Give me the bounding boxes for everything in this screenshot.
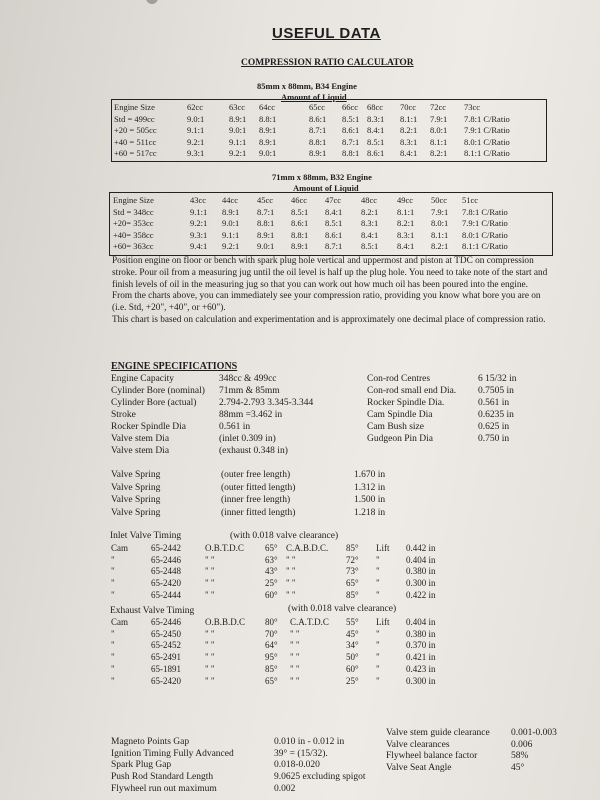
timing-cell: 65-2448	[151, 566, 181, 577]
timing-cell: 63°	[265, 554, 278, 565]
b32-cell: 9.0:1	[222, 218, 240, 229]
misc-value: 9.0625 excluding spigot	[274, 772, 366, 783]
b32-header-cell: 48cc	[361, 195, 378, 205]
timing-cell: 73°	[346, 566, 359, 577]
timing-cell: "	[376, 652, 380, 663]
spec-label: Valve stem Dia	[111, 446, 170, 456]
timing-cell: 85°	[346, 589, 359, 600]
spring-condition: (inner free length)	[221, 495, 291, 505]
timing-cell: " "	[286, 589, 296, 600]
timing-cell: " "	[286, 566, 296, 577]
misc-value: 0.006	[511, 739, 533, 750]
b34-header-cell: 65cc	[309, 102, 326, 112]
b32-header-cell: 43cc	[190, 195, 207, 205]
spring-length: 1.670 in	[354, 470, 386, 480]
timing-cell: " "	[290, 652, 300, 663]
timing-cell: 0.370 in	[406, 640, 436, 651]
inlet-timing-title: Inlet Valve Timing	[110, 531, 182, 541]
b32-cell: 8.8:1	[291, 229, 309, 240]
b32-cell: 8.7:1	[257, 206, 275, 217]
b32-cell: 9.4:1	[190, 241, 208, 252]
misc-label: Valve clearances	[386, 739, 450, 750]
timing-cell: 65-2446	[151, 617, 181, 627]
b34-cell: 8.6:1	[367, 148, 385, 159]
b34-cell: 8.5:1	[342, 113, 360, 124]
spec-label: Con-rod small end Dia.	[367, 386, 457, 396]
spec-label: Cam Spindle Dia	[367, 410, 433, 420]
timing-cell: 0.421 in	[406, 652, 436, 663]
spec-value: 0.561 in	[219, 422, 251, 432]
misc-label: Flywheel run out maximum	[111, 783, 217, 794]
b32-cell: 9.3:1	[190, 229, 208, 240]
b32-cell: 8.9:1	[222, 206, 240, 217]
b32-header-cell: 49cc	[397, 195, 414, 205]
timing-cell: " "	[205, 652, 215, 663]
timing-cell: 65°	[265, 543, 278, 553]
misc-value: 0.018-0.020	[274, 760, 320, 771]
timing-cell: 65-2420	[151, 675, 181, 686]
timing-cell: "	[111, 675, 115, 686]
b32-header-cell: 44cc	[222, 195, 239, 205]
spec-value: 0.6235 in	[478, 410, 514, 420]
timing-cell: "	[376, 578, 380, 589]
b34-cell: 8.1:1 C/Ratio	[464, 148, 510, 159]
b32-cell: 8.9:1	[291, 241, 309, 252]
b34-cell: 8.9:1	[259, 136, 277, 147]
b34-cell: Std = 499cc	[114, 113, 155, 124]
b34-header-cell: 70cc	[400, 102, 417, 112]
timing-cell: " "	[205, 554, 215, 565]
spec-value: 6 15/32 in	[478, 374, 517, 384]
b32-cell: +20= 353cc	[113, 218, 154, 229]
b32-cell: 8.1:1	[431, 229, 449, 240]
timing-cell: "	[376, 566, 380, 577]
timing-cell: " "	[205, 675, 215, 686]
timing-cell: 65-1891	[151, 663, 181, 674]
timing-cell: " "	[205, 578, 215, 589]
timing-cell: Cam	[111, 617, 128, 627]
timing-cell: 0.300 in	[406, 675, 436, 686]
spring-label: Valve Spring	[111, 482, 161, 493]
timing-cell: "	[376, 663, 380, 674]
b32-header-cell: 51cc	[462, 195, 479, 205]
b32-cell: 8.2:1	[397, 218, 415, 229]
b34-header-cell: 68cc	[367, 102, 384, 112]
b32-cell: +40= 358cc	[113, 229, 154, 240]
misc-label: Ignition Timing Fully Advanced	[111, 748, 234, 759]
spring-condition: (inner fitted length)	[221, 507, 296, 518]
timing-cell: 85°	[265, 663, 278, 674]
timing-cell: 64°	[265, 640, 278, 651]
timing-cell: " "	[205, 663, 215, 674]
b34-cell: 7.9:1 C/Ratio	[464, 125, 510, 136]
exhaust-timing-note: (with 0.018 valve clearance)	[288, 604, 397, 614]
b34-subheading: Amount of Liquid	[281, 92, 347, 102]
spring-length: 1.218 in	[354, 507, 386, 518]
instructions-accuracy: This chart is based on calculation and experimentation and is approximately one decimal place of compression ratio.	[112, 314, 546, 325]
b32-cell: 8.0:1	[431, 218, 449, 229]
b32-cell: 9.0:1	[257, 241, 275, 252]
spec-value: (exhaust 0.348 in)	[219, 446, 288, 456]
b34-cell: 8.2:1	[430, 148, 448, 159]
b32-cell: 7.9:1	[431, 206, 449, 217]
b32-cell: 7.8:1 C/Ratio	[462, 206, 508, 217]
spring-label: Valve Spring	[111, 507, 161, 518]
timing-cell: "	[111, 554, 115, 565]
timing-cell: " "	[290, 675, 300, 686]
spec-value: 0.561 in	[478, 398, 510, 408]
timing-cell: 65°	[265, 675, 278, 686]
b34-cell: 8.3:1	[400, 136, 418, 147]
timing-cell: " "	[290, 640, 300, 651]
b34-cell: 8.7:1	[309, 125, 327, 136]
timing-cell: "	[111, 640, 115, 651]
b32-subheading: Amount of Liquid	[293, 183, 359, 193]
b34-header-cell: 73cc	[464, 102, 481, 112]
misc-value: 0.010 in - 0.012 in	[274, 737, 345, 747]
timing-cell: 95°	[265, 652, 278, 663]
timing-cell: 25°	[265, 578, 278, 589]
misc-label: Spark Plug Gap	[111, 760, 172, 771]
b34-cell: 9.1:1	[229, 136, 247, 147]
b34-cell: 9.3:1	[187, 148, 205, 159]
b32-cell: 8.6:1	[291, 218, 309, 229]
misc-label: Push Rod Standard Length	[111, 772, 214, 783]
b32-cell: 8.0:1 C/Ratio	[462, 229, 508, 240]
b34-cell: 7.9:1	[430, 113, 448, 124]
timing-cell: "	[111, 663, 115, 674]
timing-cell: Cam	[111, 543, 128, 553]
b32-header-cell: 46cc	[291, 195, 308, 205]
spec-value: 71mm & 85mm	[219, 386, 280, 396]
timing-cell: 60°	[265, 589, 278, 600]
spring-condition: (outer fitted length)	[221, 482, 296, 493]
b32-cell: 8.4:1	[397, 241, 415, 252]
b34-cell: 8.7:1	[342, 136, 360, 147]
timing-cell: " "	[286, 554, 296, 565]
spring-label: Valve Spring	[111, 495, 161, 505]
spec-value: 348cc & 499cc	[219, 374, 277, 384]
b34-header-cell: 66cc	[342, 102, 359, 112]
timing-cell: "	[376, 589, 380, 600]
misc-label: Flywheel balance factor	[386, 751, 478, 762]
b32-cell: 7.9:1 C/Ratio	[462, 218, 508, 229]
b32-cell: 8.7:1	[325, 241, 343, 252]
b32-cell: 8.3:1	[397, 229, 415, 240]
b34-cell: 8.8:1	[342, 148, 360, 159]
timing-cell: Lift	[376, 617, 390, 627]
misc-label: Magneto Points Gap	[111, 737, 190, 747]
specs-heading: ENGINE SPECIFICATIONS	[111, 361, 238, 372]
b32-cell: 8.2:1	[431, 241, 449, 252]
b34-header-cell: Engine Size	[114, 102, 155, 112]
misc-label: Valve Seat Angle	[386, 763, 452, 774]
b34-cell: 8.9:1	[259, 125, 277, 136]
b32-header-cell: 47cc	[325, 195, 342, 205]
b34-cell: +20 = 505cc	[114, 125, 157, 136]
misc-label: Valve stem guide clearance	[386, 728, 490, 738]
b34-cell: 8.1:1	[400, 113, 418, 124]
spec-label: Engine Capacity	[111, 374, 175, 384]
timing-cell: " "	[205, 640, 215, 651]
b34-ratio-table	[111, 99, 547, 162]
b34-cell: 7.8:1 C/Ratio	[464, 113, 510, 124]
timing-cell: 65-2452	[151, 640, 181, 651]
b34-cell: 8.5:1	[367, 136, 385, 147]
spec-label: Con-rod Centres	[367, 374, 431, 384]
b34-cell: 8.9:1	[309, 148, 327, 159]
b32-ratio-table	[109, 192, 553, 256]
timing-cell: 0.380 in	[406, 628, 436, 639]
timing-cell: 65-2491	[151, 652, 181, 663]
timing-cell: " "	[286, 578, 296, 589]
misc-value: 0.002	[274, 783, 296, 794]
b34-cell: +40 = 511cc	[114, 136, 157, 147]
timing-cell: 0.300 in	[406, 578, 436, 589]
timing-cell: 0.442 in	[406, 543, 436, 553]
b34-cell: 9.0:1	[229, 125, 247, 136]
timing-cell: C.A.T.D.C	[290, 617, 329, 627]
spec-value: 0.7505 in	[478, 386, 514, 396]
timing-cell: 65-2446	[151, 554, 181, 565]
b32-cell: 8.5:1	[291, 206, 309, 217]
b32-cell: +60= 363cc	[113, 241, 154, 252]
punch-hole	[146, 0, 158, 4]
spec-label: Cylinder Bore (nominal)	[111, 386, 205, 396]
spec-value: 0.625 in	[478, 422, 510, 432]
spring-length: 1.500 in	[354, 495, 386, 505]
b32-cell: 8.5:1	[361, 241, 379, 252]
inlet-timing-note: (with 0.018 valve clearance)	[230, 531, 339, 541]
timing-cell: 0.423 in	[406, 663, 436, 674]
timing-cell: 34°	[346, 640, 359, 651]
timing-cell: "	[111, 578, 115, 589]
spec-value: 88mm =3.462 in	[219, 410, 283, 420]
b34-heading: 85mm x 88mm, B34 Engine	[257, 81, 357, 91]
timing-cell: O.B.T.D.C	[205, 543, 244, 553]
timing-cell: 55°	[346, 617, 359, 627]
b34-cell: 9.1:1	[187, 125, 205, 136]
timing-cell: "	[111, 566, 115, 577]
b34-cell: 8.1:1	[430, 136, 448, 147]
b34-cell: 8.6:1	[342, 125, 360, 136]
timing-cell: "	[376, 675, 380, 686]
timing-cell: 0.380 in	[406, 566, 436, 577]
instructions-method: Position engine on floor or bench with spark plug hole vertical and uppermost and piston at TDC on compression stroke. Pour oil from a measuring jug until the oil level is half up the plug hole. You need to take note of the start and finish levels of oil in the measuring jug so that you can work out how much oil has been poured into the engine.	[112, 256, 548, 290]
b34-cell: 8.0:1 C/Ratio	[464, 136, 510, 147]
timing-cell: "	[111, 589, 115, 600]
b34-cell: 9.2:1	[187, 136, 205, 147]
timing-cell: 65-2450	[151, 628, 181, 639]
exhaust-timing-title: Exhaust Valve Timing	[110, 606, 195, 616]
b32-cell: 8.9:1	[257, 229, 275, 240]
b34-cell: +60 = 517cc	[114, 148, 157, 159]
b34-cell: 8.2:1	[400, 125, 418, 136]
b34-cell: 8.9:1	[229, 113, 247, 124]
spec-value: (inlet 0.309 in)	[219, 434, 276, 444]
timing-cell: 85°	[346, 543, 359, 553]
b34-header-cell: 63cc	[229, 102, 246, 112]
spec-label: Rocker Spindle Dia.	[367, 398, 445, 408]
b32-cell: 9.2:1	[190, 218, 208, 229]
spec-label: Gudgeon Pin Dia	[367, 434, 433, 444]
b32-header-cell: 50cc	[431, 195, 448, 205]
b34-cell: 8.8:1	[259, 113, 277, 124]
timing-cell: 70°	[265, 628, 278, 639]
spring-condition: (outer free length)	[221, 470, 291, 480]
b32-header-cell: Engine Size	[113, 195, 154, 205]
b32-cell: 8.5:1	[325, 218, 343, 229]
timing-cell: "	[376, 628, 380, 639]
b34-cell: 9.2:1	[229, 148, 247, 159]
timing-cell: "	[111, 628, 115, 639]
misc-value: 58%	[511, 751, 529, 762]
b32-cell: 8.6:1	[325, 229, 343, 240]
instructions-reading: From the charts above, you can immediately see your compression ratio, providing you know what bore you are on (i.e. Std, +20", +40", or +60").	[112, 291, 541, 314]
b34-cell: 8.4:1	[400, 148, 418, 159]
timing-cell: " "	[290, 628, 300, 639]
spring-label: Valve Spring	[111, 470, 161, 480]
b32-cell: 8.1:1 C/Ratio	[462, 241, 508, 252]
misc-value: 39° = (15/32).	[274, 748, 328, 759]
b32-header-cell: 45cc	[257, 195, 274, 205]
timing-cell: 65-2444	[151, 589, 181, 600]
timing-cell: O.B.B.D.C	[205, 617, 246, 627]
timing-cell: 65-2442	[151, 543, 181, 553]
spec-label: Cam Bush size	[367, 422, 424, 432]
b34-cell: 9.0:1	[259, 148, 277, 159]
b32-cell: 8.3:1	[361, 218, 379, 229]
timing-cell: 65°	[346, 578, 359, 589]
timing-cell: Lift	[376, 543, 390, 553]
b34-header-cell: 64cc	[259, 102, 276, 112]
timing-cell: 0.422 in	[406, 589, 436, 600]
spec-value: 2.794-2.793 3.345-3.344	[219, 398, 314, 408]
timing-cell: 0.404 in	[406, 554, 436, 565]
b32-cell: Std = 348cc	[113, 206, 154, 217]
spec-label: Rocker Spindle Dia	[111, 422, 186, 432]
b34-cell: 8.4:1	[367, 125, 385, 136]
b32-cell: 9.1:1	[222, 229, 240, 240]
timing-cell: " "	[290, 663, 300, 674]
timing-cell: " "	[205, 589, 215, 600]
b34-header-cell: 72cc	[430, 102, 447, 112]
page-title: USEFUL DATA	[272, 25, 381, 42]
b34-cell: 8.3:1	[367, 113, 385, 124]
b32-cell: 8.8:1	[257, 218, 275, 229]
timing-cell: "	[376, 640, 380, 651]
timing-cell: C.A.B.D.C.	[286, 543, 329, 553]
timing-cell: 25°	[346, 675, 359, 686]
timing-cell: "	[376, 554, 380, 565]
misc-value: 45°	[511, 763, 525, 774]
b34-header-cell: 62cc	[187, 102, 204, 112]
timing-cell: " "	[205, 566, 215, 577]
b34-cell: 9.0:1	[187, 113, 205, 124]
misc-value: 0.001-0.003	[511, 728, 557, 738]
timing-cell: 50°	[346, 652, 359, 663]
b32-cell: 9.2:1	[222, 241, 240, 252]
b32-cell: 8.2:1	[361, 206, 379, 217]
spec-value: 0.750 in	[478, 434, 510, 444]
timing-cell: 80°	[265, 617, 278, 627]
timing-cell: 65-2420	[151, 578, 181, 589]
b32-cell: 8.4:1	[361, 229, 379, 240]
timing-cell: 60°	[346, 663, 359, 674]
b34-cell: 8.8:1	[309, 136, 327, 147]
timing-cell: " "	[205, 628, 215, 639]
spec-label: Cylinder Bore (actual)	[111, 398, 197, 408]
spring-length: 1.312 in	[354, 482, 386, 493]
b34-cell: 8.6:1	[309, 113, 327, 124]
b32-cell: 9.1:1	[190, 206, 208, 217]
b32-cell: 8.4:1	[325, 206, 343, 217]
timing-cell: "	[111, 652, 115, 663]
timing-cell: 43°	[265, 566, 278, 577]
b34-cell: 8.0:1	[430, 125, 448, 136]
timing-cell: 72°	[346, 554, 359, 565]
b32-heading: 71mm x 88mm, B32 Engine	[272, 172, 372, 182]
instructions	[112, 256, 552, 327]
spec-label: Stroke	[111, 410, 136, 420]
timing-cell: 0.404 in	[406, 617, 436, 627]
spec-label: Valve stem Dia	[111, 434, 170, 444]
calculator-title: COMPRESSION RATIO CALCULATOR	[241, 58, 414, 68]
timing-cell: 45°	[346, 628, 359, 639]
b32-cell: 8.1:1	[397, 206, 415, 217]
